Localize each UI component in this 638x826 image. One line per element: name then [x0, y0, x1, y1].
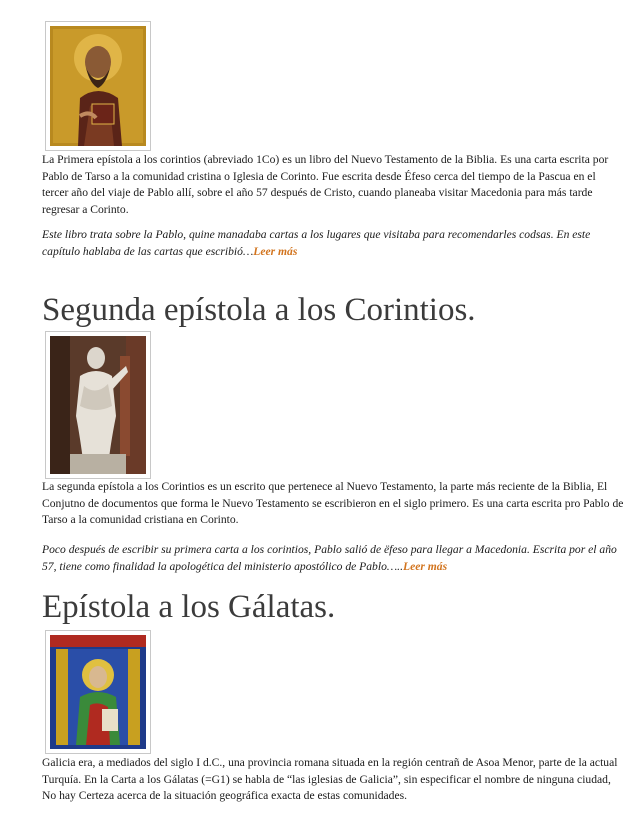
summary-2 — [42, 542, 624, 575]
intro-paragraph-1: La Primera epístola a los corintios (abreviado 1Co) es un libro del Nuevo Testamento de la Biblia. Es una carta escrita por Pablo de Tarso a la comunidad cristina o Iglesia de Corinto. Fue escrita desde Éfeso cerca del tiempo de la Pascua en el tercer año del viaje de Pablo allí, sobre el año 57 después de Cristo, cuando planeaba visitar Macedonia para más tarde regresar a Corinto. — [42, 153, 609, 216]
intro-paragraph-3: Galicia era, a mediados del siglo I d.C., una provincia romana situada en la región centrañ de Asoa Menor, parte de la actual Turquía. En la Carta a los Gálatas (=G1) se habla de “las iglesias de Galicia”, sin especificar el nombre de ninguna ciudad, No hay Certeza acerca de la situación geográfica exacta de estas comunidades. — [42, 756, 618, 802]
heading-segunda-corintios: Segunda epístola a los Corintios. — [42, 292, 476, 328]
paul-icon-image — [45, 21, 151, 151]
heading-galatas: Epístola a los Gálatas. — [42, 589, 336, 625]
summary-1 — [42, 227, 624, 260]
read-more-link-1[interactable]: Leer más — [253, 244, 298, 258]
intro-paragraph-2: La segunda epístola a los Corintios es un escrito que pertenece al Nuevo Testamento, la parte más reciente de la Biblia, El Conjutno de documentos que forma le Nuevo Testamento se escribieron en el siglo primero. Es una carta escrita pro Pablo de Tarso a la comunidad cristiana en Corinto. — [42, 480, 624, 526]
read-more-link-2[interactable]: Leer más — [402, 559, 448, 573]
paul-stained-glass-illustration — [50, 635, 146, 749]
paul-icon-illustration — [50, 26, 146, 146]
summary-2-text: Poco después de escribir su primera carta a los corintios, Pablo salió de ëfeso para llegar a Macedonia. Escrita por el año 57, tiene como finalidad la apologética del ministerio apostólico de Pablo….. — [42, 543, 617, 573]
paul-stained-glass-image — [45, 630, 151, 754]
paul-statue-image — [45, 331, 151, 479]
paul-statue-illustration — [50, 336, 146, 474]
summary-1-text: Este libro trata sobre la Pablo, quine manadaba cartas a los lugares que visitaba para recomendarles codsas. En este capítulo hablaba de las cartas que escribió… — [42, 228, 591, 258]
